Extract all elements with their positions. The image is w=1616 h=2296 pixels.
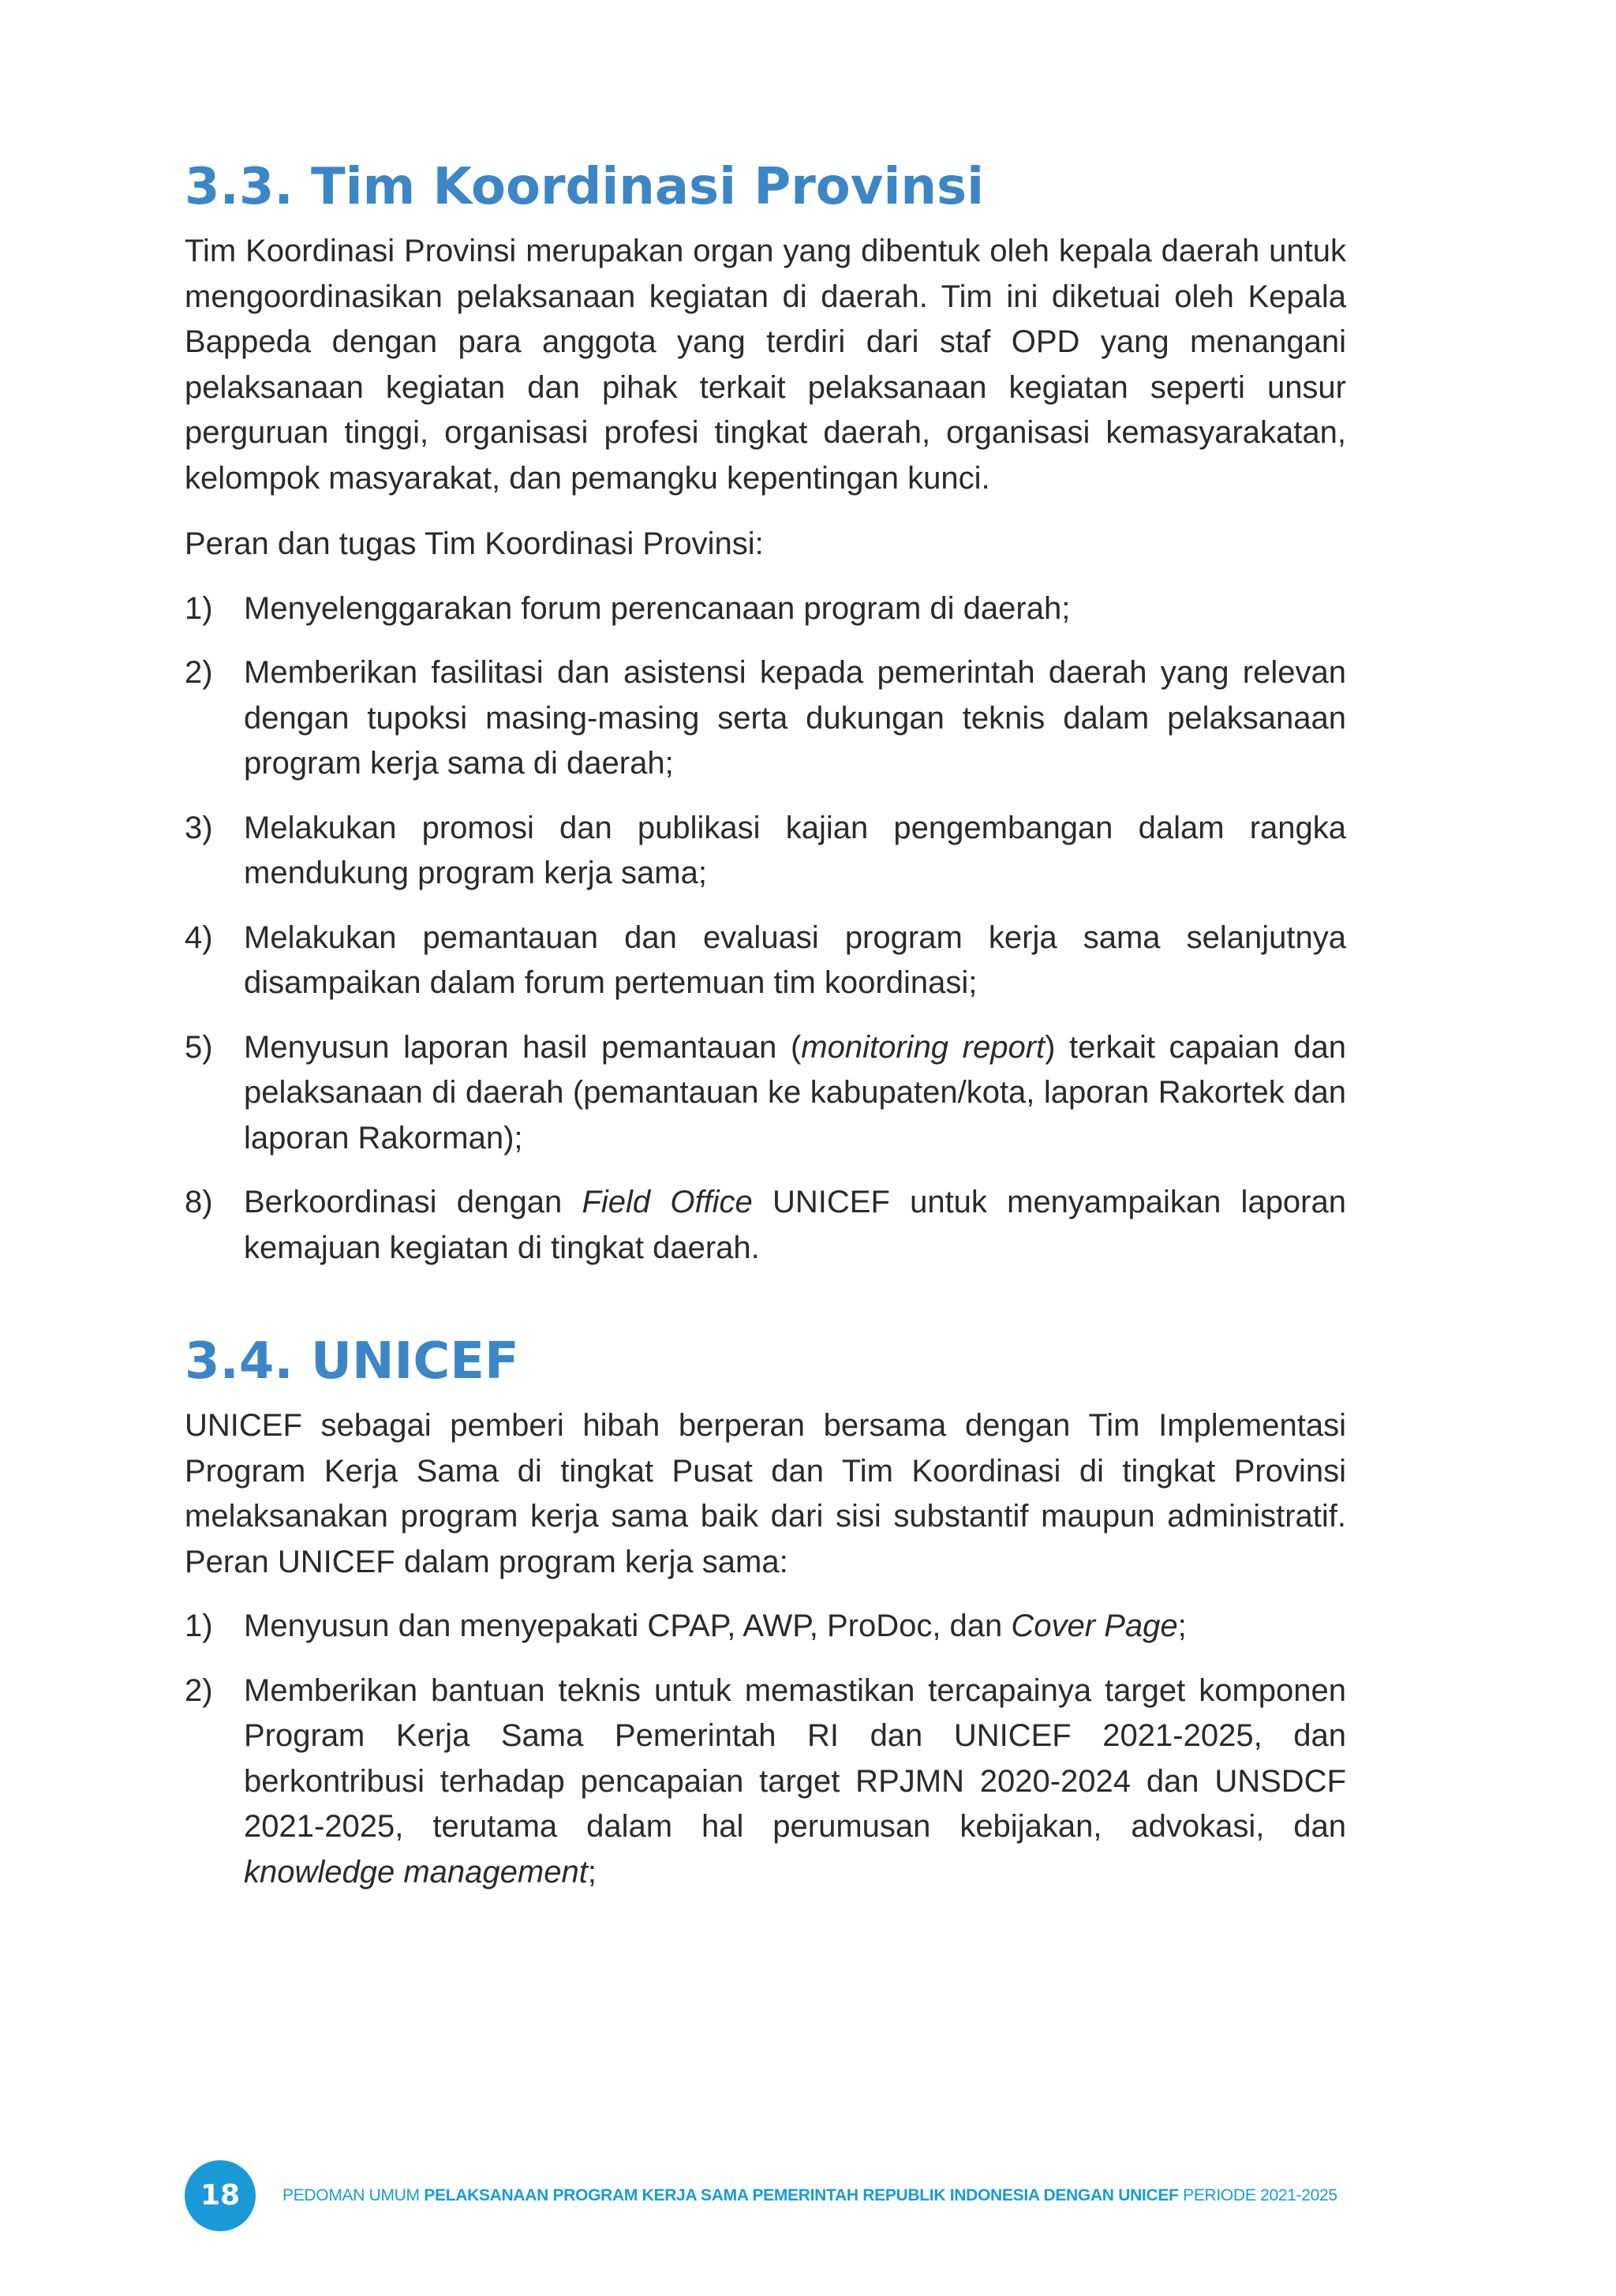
- list-item-text: Memberikan fasilitasi dan asistensi kepada pemerintah daerah yang relevan dengan tupoksi masing-masing serta dukungan teknis dalam pelaksanaan program kerja sama di daerah;: [244, 655, 1346, 781]
- list-item-italic-text: Field Office: [582, 1185, 753, 1219]
- list-item-text: Menyusun dan menyepakati CPAP, AWP, ProDoc, dan: [244, 1609, 1012, 1643]
- page-content: [185, 152, 1346, 1895]
- list-item-text: Berkoordinasi dengan: [244, 1185, 582, 1219]
- list-item-text: ;: [1177, 1609, 1187, 1643]
- footer-document-title: [282, 2184, 1337, 2208]
- list-item: [185, 1604, 1346, 1650]
- section-3-3-paragraph: Tim Koordinasi Provinsi merupakan organ yang dibentuk oleh kepala daerah untuk mengoordinasikan pelaksanaan kegiatan di daerah. Tim ini diketuai oleh Kepala Bappeda dengan para anggota yang terdiri dari staf OPD yang menangani pelaksanaan kegiatan dan pihak terkait pelaksanaan kegiatan seperti unsur perguruan tinggi, organisasi profesi tingkat daerah, organisasi kemasyarakatan, kelompok masyarakat, dan pemangku kepentingan kunci.: [185, 234, 1346, 496]
- list-item-number: 8): [185, 1185, 213, 1219]
- list-item-text: ;: [587, 1854, 597, 1890]
- list-item: [185, 916, 1346, 1006]
- list-item-number: 1): [185, 1609, 213, 1643]
- section-3-4-heading: 3.4. UNICEF: [185, 1332, 519, 1391]
- list-item-text: UNICEF untuk menyampaikan laporan kemajuan kegiatan di tingkat daerah.: [244, 1185, 1346, 1265]
- list-item-text: Memberikan bantuan teknis untuk memastikan tercapainya target komponen Program Kerja Sama Pemerintah RI dan UNICEF 2021-2025, dan berkontribusi terhadap pencapaian target RPJMN 2020-2024 dan UNSDCF 2021-2025, terutama dalam hal perumusan kebijakan, advokasi, dan: [244, 1672, 1346, 1844]
- list-item-text: Melakukan promosi dan publikasi kajian pengembangan dalam rangka mendukung program kerja sama;: [244, 810, 1346, 890]
- section-3-3-heading: 3.3. Tim Koordinasi Provinsi: [185, 158, 984, 216]
- list-item-text: Melakukan pemantauan dan evaluasi program kerja sama selanjutnya disampaikan dalam forum pertemuan tim koordinasi;: [244, 920, 1346, 1000]
- list-item: [185, 586, 1346, 632]
- list-item-number: 2): [185, 655, 213, 690]
- section-3-3-task-list: [185, 586, 1346, 1272]
- list-item-number: 3): [185, 810, 213, 845]
- list-item-number: 2): [185, 1672, 213, 1708]
- list-item-italic-text: Cover Page: [1011, 1609, 1178, 1643]
- footer-title-prefix: PEDOMAN UMUM: [282, 2186, 425, 2204]
- list-item: [185, 1180, 1346, 1271]
- list-item: [185, 806, 1346, 897]
- list-item-text: Menyelenggarakan forum perencanaan program di daerah;: [244, 590, 1071, 626]
- list-item-italic-text: knowledge management: [244, 1854, 588, 1890]
- list-item-text: ) terkait capaian dan pelaksanaan di daerah (pemantauan ke kabupaten/kota, laporan Rakortek dan laporan Rakorman);: [244, 1029, 1346, 1155]
- list-item-number: 1): [185, 590, 213, 626]
- list-item-number: 5): [185, 1029, 213, 1065]
- page-number-badge: 18: [185, 2160, 256, 2231]
- list-item: [185, 650, 1346, 787]
- list-item-number: 4): [185, 920, 213, 955]
- footer-title-bold: PELAKSANAAN PROGRAM KERJA SAMA PEMERINTAH REPUBLIK INDONESIA DENGAN UNICEF: [424, 2186, 1179, 2204]
- list-item: [185, 1025, 1346, 1162]
- list-item-text: Menyusun laporan hasil pemantauan (: [244, 1029, 802, 1065]
- section-3-4-paragraph: UNICEF sebagai pemberi hibah berperan bersama dengan Tim Implementasi Program Kerja Sama di tingkat Pusat dan Tim Koordinasi di tingkat Provinsi melaksanakan program kerja sama baik dari sisi substantif maupun administratif. Peran UNICEF dalam program kerja sama:: [185, 1408, 1346, 1579]
- section-3-3-list-intro: Peran dan tugas Tim Koordinasi Provinsi:: [185, 526, 764, 561]
- page-footer: [185, 2160, 1368, 2231]
- section-3-4-role-list: [185, 1604, 1346, 1895]
- list-item: [185, 1669, 1346, 1896]
- list-item-italic-text: monitoring report: [801, 1029, 1046, 1065]
- footer-title-suffix: PERIODE 2021-2025: [1178, 2186, 1337, 2204]
